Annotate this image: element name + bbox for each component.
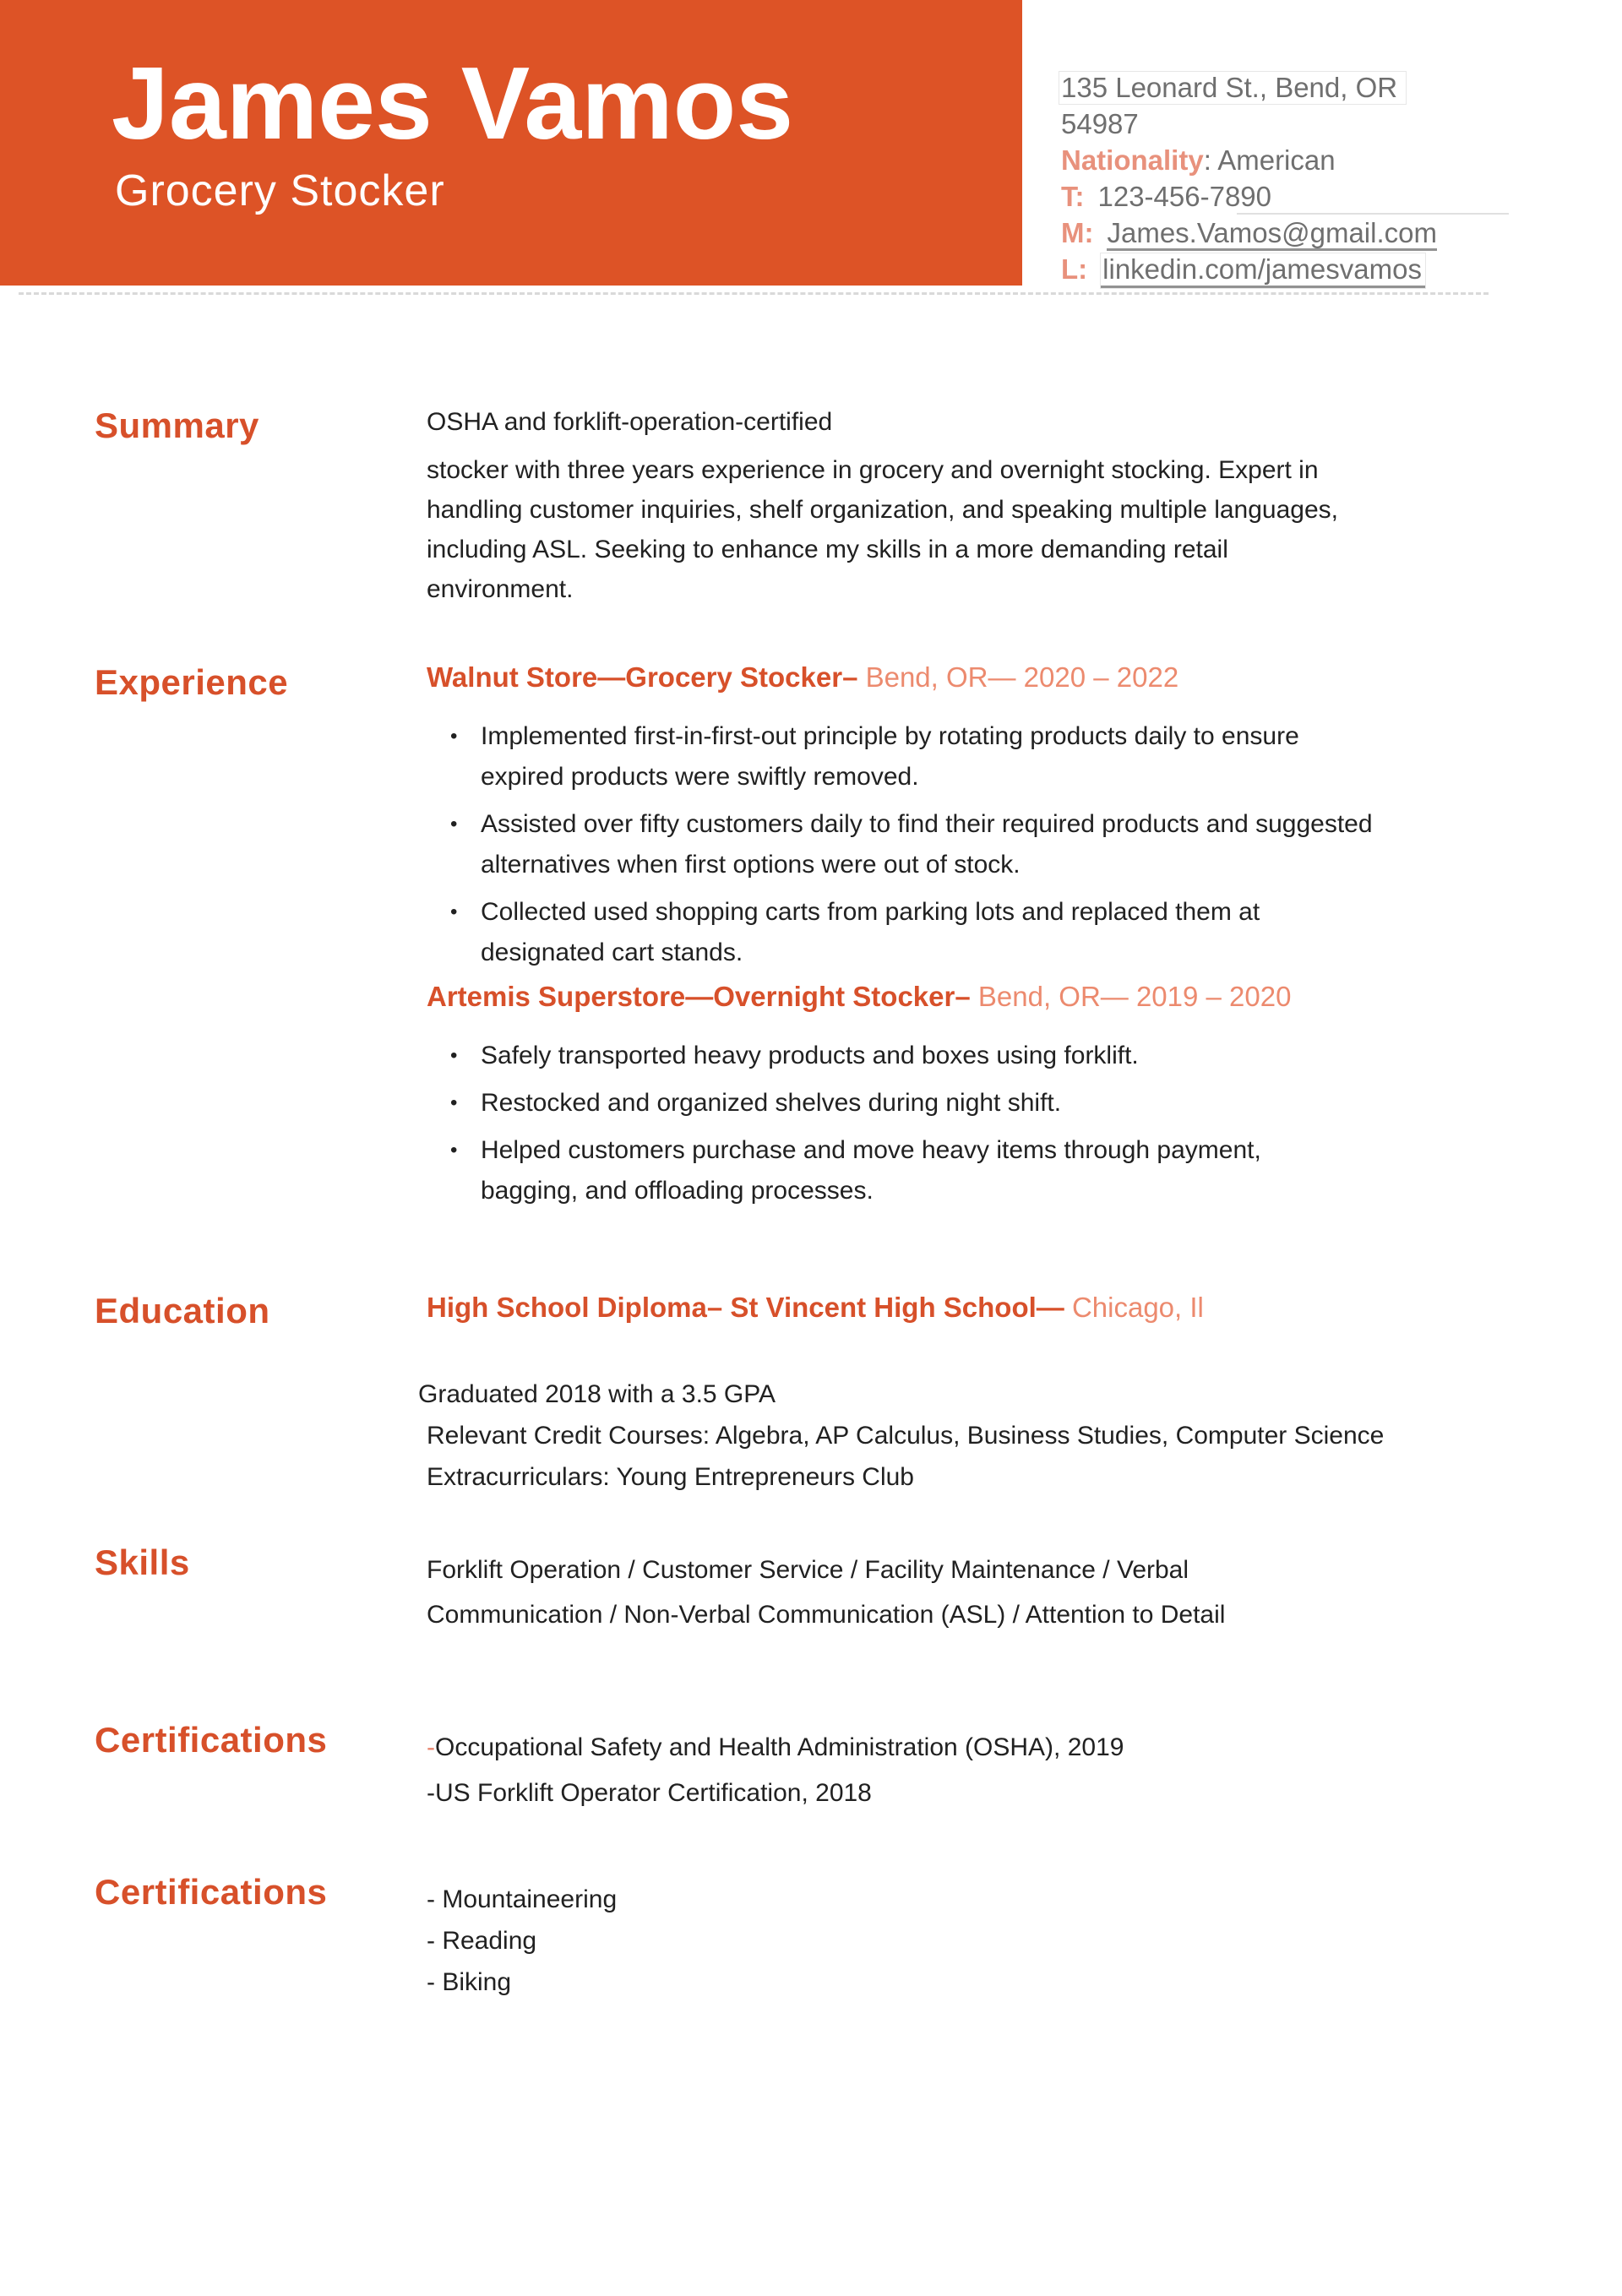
contact-nationality bbox=[1061, 142, 1521, 178]
job-bullet-list bbox=[427, 716, 1576, 973]
education-location: Chicago, Il bbox=[1064, 1292, 1204, 1323]
summary-line: OSHA and forklift-operation-certified bbox=[427, 408, 833, 436]
education-details bbox=[418, 1374, 1576, 1498]
education-line: Extracurriculars: Young Entrepreneurs Club bbox=[427, 1463, 914, 1491]
summary-content bbox=[427, 402, 1550, 609]
job-title bbox=[427, 661, 1576, 694]
summary-line: environment. bbox=[427, 575, 574, 603]
section-heading-summary: Summary bbox=[95, 405, 259, 445]
bullet-text: Helped customers purchase and move heavy items through payment, bagging, and offloading processes. bbox=[481, 1136, 1261, 1205]
interest-item: - Reading bbox=[427, 1927, 537, 1955]
education-content bbox=[418, 1291, 1576, 1498]
interests-content bbox=[427, 1879, 1576, 2003]
nationality-value: : American bbox=[1203, 144, 1336, 176]
bullet-item bbox=[427, 892, 1576, 973]
email-label: M: bbox=[1061, 217, 1094, 248]
cert-text: Occupational Safety and Health Administration (OSHA), 2019 bbox=[435, 1733, 1124, 1761]
cert-text: US Forklift Operator Certification, 2018 bbox=[435, 1779, 872, 1807]
certifications-content bbox=[427, 1725, 1576, 1816]
bullet-item bbox=[427, 716, 1576, 797]
cert-dash: - bbox=[427, 1779, 435, 1807]
bullet-item bbox=[427, 804, 1576, 885]
interest-item: - Biking bbox=[427, 1968, 512, 1996]
phone-field-underline bbox=[1237, 213, 1509, 215]
skills-content bbox=[427, 1548, 1576, 1637]
section-heading-certifications-2: Certifications bbox=[95, 1872, 328, 1912]
education-degree-school: High School Diploma– St Vincent High School— bbox=[427, 1292, 1064, 1323]
bullet-text: Assisted over fifty customers daily to find their required products and suggested alternatives when first options were out of stock. bbox=[481, 810, 1373, 879]
section-heading-education: Education bbox=[95, 1291, 270, 1330]
linkedin-label: L: bbox=[1061, 253, 1088, 285]
summary-line: including ASL. Seeking to enhance my skills in a more demanding retail bbox=[427, 536, 1228, 563]
job-title-company-role: Walnut Store—Grocery Stocker– bbox=[427, 661, 858, 693]
contact-linkedin bbox=[1061, 251, 1521, 287]
job-location-dates: Bend, OR— 2020 – 2022 bbox=[857, 661, 1179, 693]
contact-address-line1 bbox=[1061, 69, 1521, 106]
cert-dash: - bbox=[427, 1733, 435, 1761]
bullet-dot: • bbox=[450, 1139, 458, 1162]
bullet-text: Safely transported heavy products and boxes using forklift. bbox=[481, 1042, 1139, 1069]
education-line: Relevant Credit Courses: Algebra, AP Calculus, Business Studies, Computer Science bbox=[427, 1422, 1385, 1450]
section-heading-certifications: Certifications bbox=[95, 1720, 328, 1760]
bullet-dot: • bbox=[450, 900, 458, 923]
bullet-dot: • bbox=[450, 813, 458, 835]
education-line: Graduated 2018 with a 3.5 GPA bbox=[418, 1380, 776, 1408]
contact-phone bbox=[1061, 178, 1521, 215]
header-banner bbox=[0, 0, 1022, 286]
bullet-item bbox=[427, 1083, 1576, 1124]
job-title bbox=[427, 980, 1576, 1014]
nationality-label: Nationality bbox=[1061, 144, 1204, 176]
person-name: James Vamos bbox=[112, 46, 794, 161]
job-title-company-role: Artemis Superstore—Overnight Stocker– bbox=[427, 981, 971, 1012]
bullet-dot: • bbox=[450, 1091, 458, 1114]
phone-label: T: bbox=[1061, 181, 1085, 212]
bullet-dot: • bbox=[450, 725, 458, 748]
section-heading-experience: Experience bbox=[95, 662, 289, 702]
job-location-dates: Bend, OR— 2019 – 2020 bbox=[970, 981, 1292, 1012]
summary-line: handling customer inquiries, shelf organization, and speaking multiple languages, bbox=[427, 496, 1339, 524]
certification-item bbox=[427, 1725, 1576, 1771]
email-link[interactable]: James.Vamos@gmail.com bbox=[1107, 217, 1437, 251]
job-bullet-list bbox=[427, 1036, 1576, 1211]
bullet-text: Implemented first-in-first-out principle by rotating products daily to ensure expired products were swiftly removed. bbox=[481, 722, 1299, 791]
skills-line: Communication / Non-Verbal Communication (ASL) / Attention to Detail bbox=[427, 1601, 1226, 1629]
bullet-item bbox=[427, 1130, 1576, 1211]
header-divider-dashed-line bbox=[19, 292, 1489, 295]
bullet-item bbox=[427, 1036, 1576, 1076]
certification-item bbox=[427, 1771, 1576, 1816]
skills-line: Forklift Operation / Customer Service / Facility Maintenance / Verbal bbox=[427, 1556, 1189, 1584]
bullet-text: Collected used shopping carts from parking lots and replaced them at designated cart stands. bbox=[481, 898, 1260, 966]
section-heading-skills: Skills bbox=[95, 1542, 190, 1582]
interest-item: - Mountaineering bbox=[427, 1885, 618, 1913]
education-title bbox=[427, 1291, 1576, 1325]
contact-block bbox=[1061, 69, 1521, 287]
phone-value: 123-456-7890 bbox=[1097, 181, 1272, 212]
summary-line: stocker with three years experience in grocery and overnight stocking. Expert in bbox=[427, 456, 1319, 484]
bullet-dot: • bbox=[450, 1044, 458, 1067]
linkedin-link[interactable]: linkedin.com/jamesvamos bbox=[1101, 253, 1425, 288]
person-job-title: Grocery Stocker bbox=[115, 166, 445, 215]
bullet-text: Restocked and organized shelves during night shift. bbox=[481, 1089, 1062, 1117]
contact-address-line2: 54987 bbox=[1061, 108, 1139, 139]
contact-email bbox=[1061, 215, 1521, 251]
address-field-box: 135 Leonard St., Bend, OR bbox=[1059, 72, 1406, 104]
experience-content bbox=[427, 661, 1576, 1218]
